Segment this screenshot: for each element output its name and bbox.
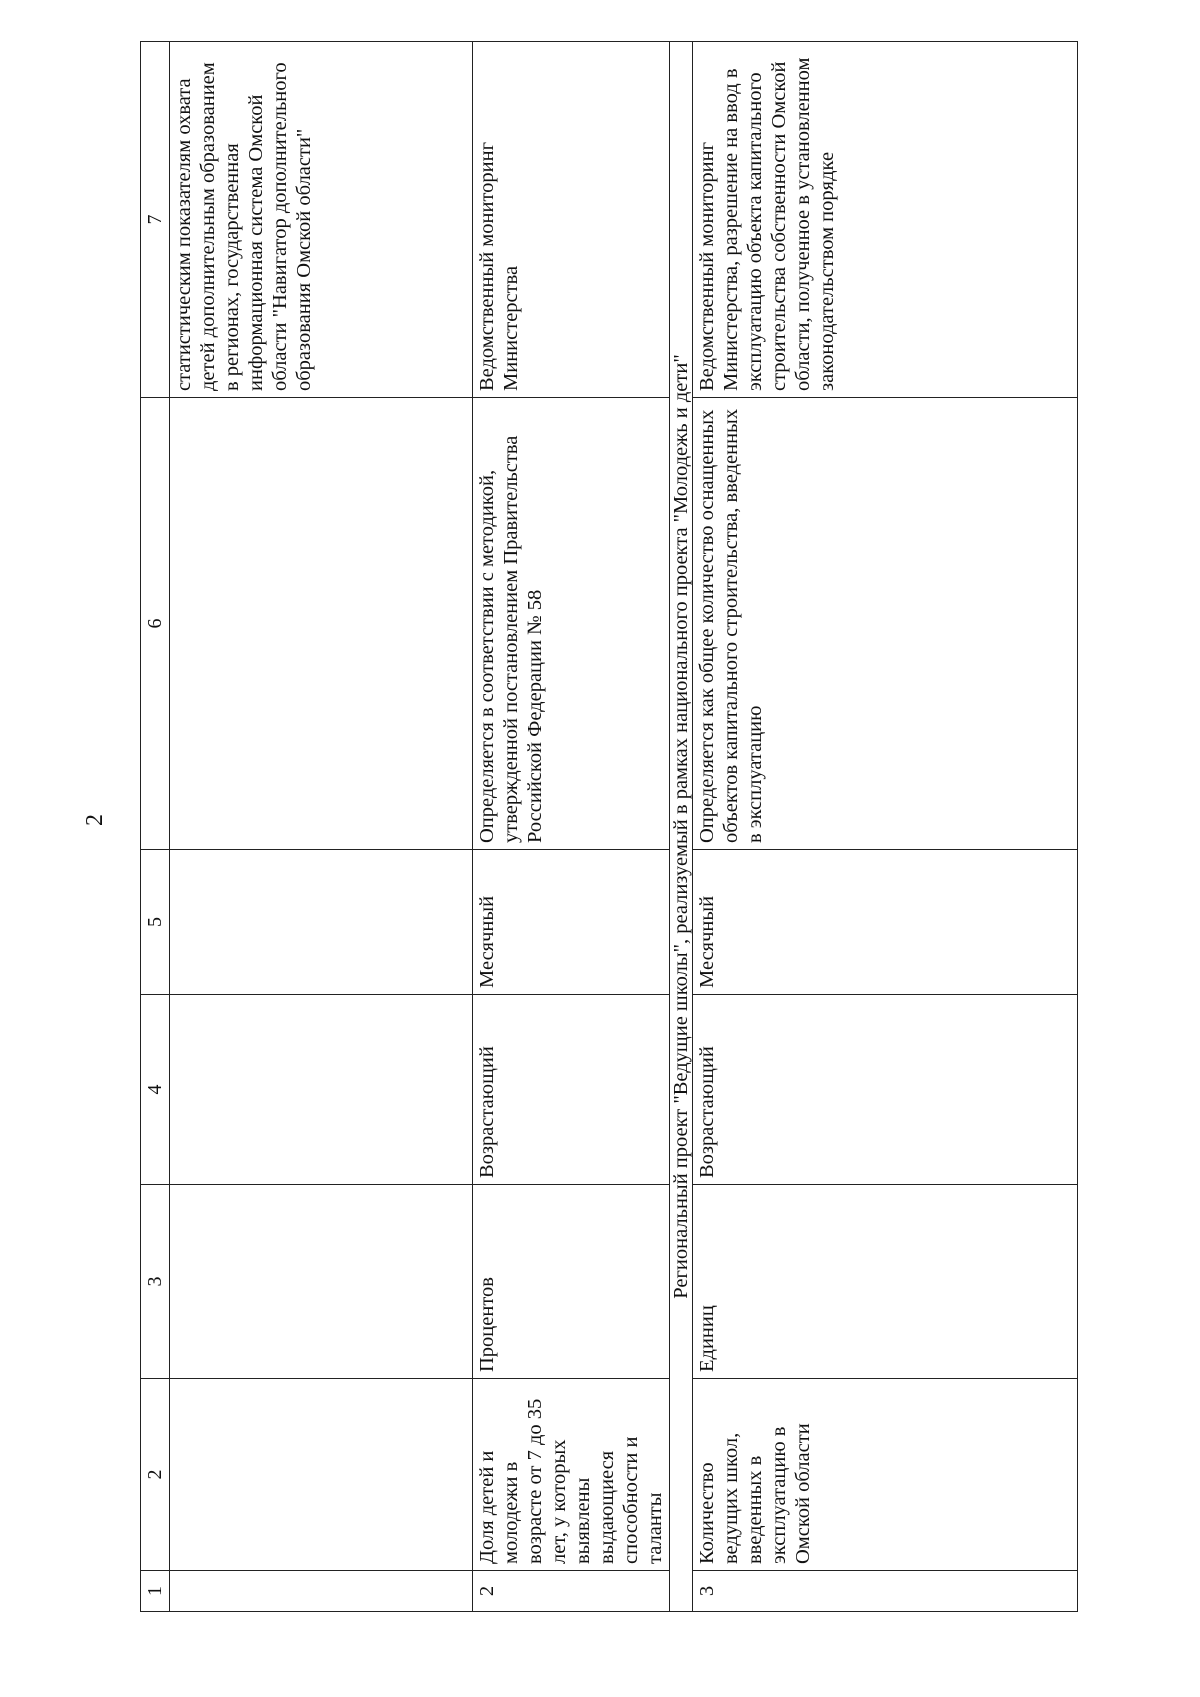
data-source: Ведомственный мониторинг Министерства [473, 42, 670, 398]
dynamics: Возрастающий [473, 995, 670, 1185]
table-row [473, 42, 670, 1612]
method: Определяется как общее количество оснащенных объектов капитального строительства, введенных в эксплуатацию [693, 398, 1078, 850]
indicator-name: Доля детей и молодежи в возрасте от 7 до 35 лет, у которых выявлены выдающиеся способности и таланты [473, 1379, 670, 1571]
section-row [670, 42, 693, 1612]
header-cell: 2 [141, 1379, 170, 1571]
dynamics [170, 995, 473, 1185]
unit: Единиц [693, 1185, 1078, 1379]
header-row [141, 42, 170, 1612]
header-cell: 1 [141, 1571, 170, 1612]
header-cell: 5 [141, 850, 170, 995]
header-cell: 4 [141, 995, 170, 1185]
row-number: 2 [473, 1571, 670, 1612]
header-cell: 6 [141, 398, 170, 850]
page-number: 2 [82, 814, 108, 826]
section-title: Региональный проект "Ведущие школы", реализуемый в рамках национального проекта "Молодежь и дети" [670, 42, 693, 1612]
frequency: Месячный [693, 850, 1078, 995]
indicator-name [170, 1379, 473, 1571]
frequency [170, 850, 473, 995]
method: Определяется в соответствии с методикой, утвержденной постановлением Правительства Российской Федерации № 58 [473, 398, 670, 850]
unit: Процентов [473, 1185, 670, 1379]
data-source: статистическим показателям охвата детей дополнительным образованием в регионах, государственная информационная система Омской области "Навигатор дополнительного образования Омской области" [170, 42, 473, 398]
data-source: Ведомственный мониторинг Министерства, разрешение на ввод в эксплуатацию объекта капитального строительства собственности Омской области, полученное в установленном законодательством порядке [693, 42, 1078, 398]
table-row [170, 42, 473, 1612]
frequency: Месячный [473, 850, 670, 995]
table-row [693, 42, 1078, 1612]
row-number [170, 1571, 473, 1612]
header-cell: 3 [141, 1185, 170, 1379]
method [170, 398, 473, 850]
unit [170, 1185, 473, 1379]
indicators-table [140, 41, 1078, 1612]
rotated-table-wrapper [140, 42, 1095, 1612]
dynamics: Возрастающий [693, 995, 1078, 1185]
row-number: 3 [693, 1571, 1078, 1612]
indicator-name: Количество ведущих школ, введенных в эксплуатацию в Омской области [693, 1379, 1078, 1571]
header-cell: 7 [141, 42, 170, 398]
